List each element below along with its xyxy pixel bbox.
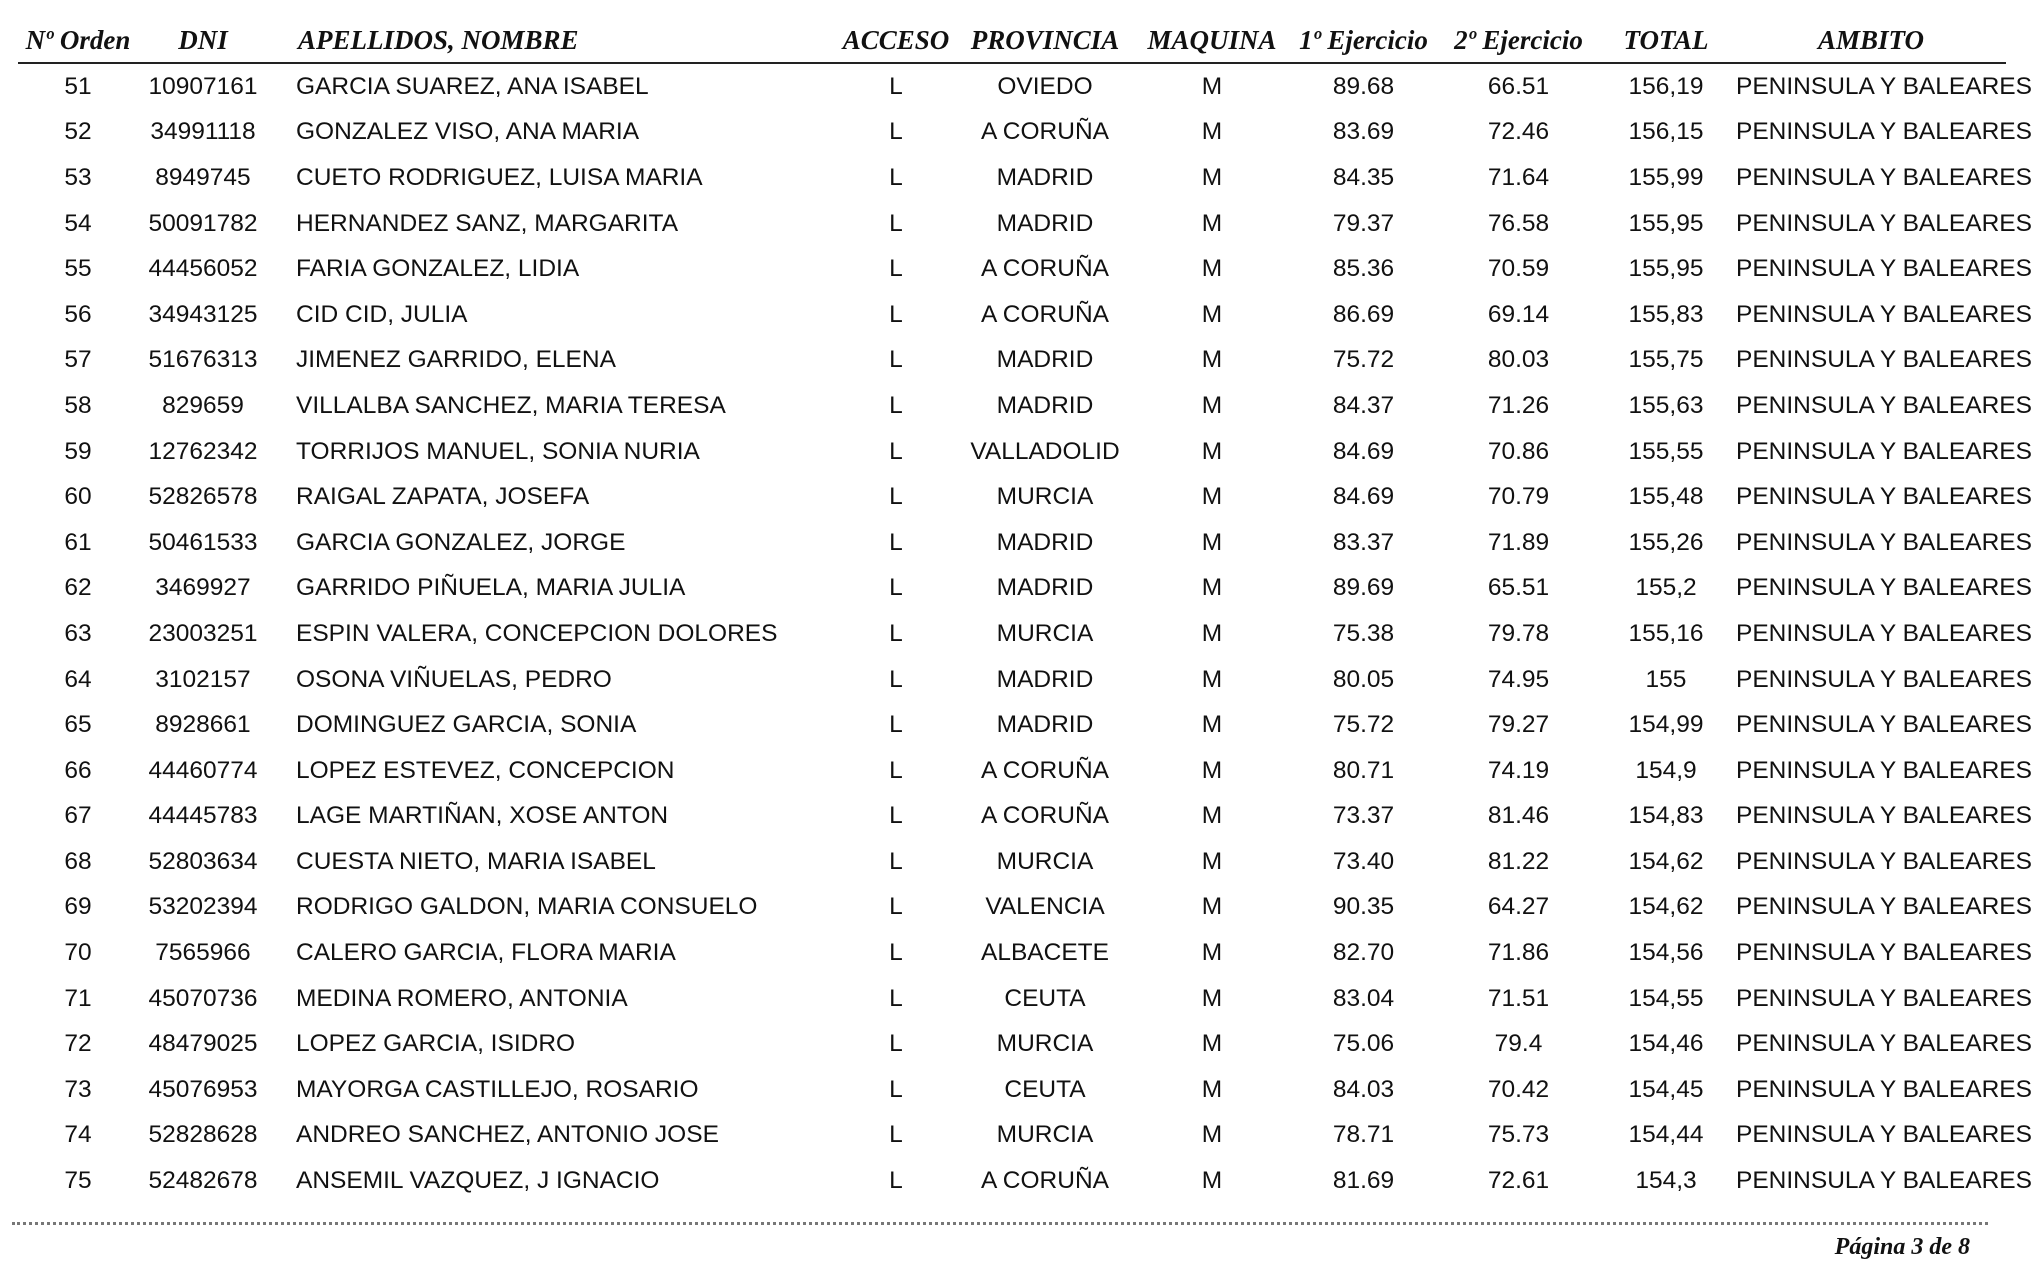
cell-dni: 48479025 [148, 1030, 258, 1058]
cell-provincia: MADRID [996, 528, 1094, 556]
cell-maquina: M [1201, 1167, 1223, 1195]
table-row [18, 794, 2006, 840]
cell-provincia: A CORUÑA [981, 1167, 1109, 1195]
cell-acceso: L [889, 847, 903, 875]
table-row [18, 657, 2006, 703]
cell-provincia: CEUTA [1004, 1075, 1086, 1103]
cell-dni: 3469927 [155, 574, 251, 602]
cell-nombre: RODRIGO GALDON, MARIA CONSUELO [296, 893, 758, 921]
cell-provincia: MADRID [996, 209, 1094, 237]
cell-nombre: ANSEMIL VAZQUEZ, J IGNACIO [296, 1167, 660, 1195]
cell-orden: 54 [64, 209, 92, 237]
cell-ejercicio-2: 70.79 [1487, 483, 1550, 511]
cell-ejercicio-2: 72.46 [1487, 118, 1550, 146]
header-row [18, 18, 2006, 63]
cell-nombre: ANDREO SANCHEZ, ANTONIO JOSE [296, 1121, 719, 1149]
cell-acceso: L [889, 1167, 903, 1195]
cell-ejercicio-1: 82.70 [1332, 939, 1395, 967]
cell-nombre: CALERO GARCIA, FLORA MARIA [296, 939, 676, 967]
cell-nombre: VILLALBA SANCHEZ, MARIA TERESA [296, 391, 726, 419]
cell-total: 155,16 [1628, 619, 1704, 647]
cell-acceso: L [889, 346, 903, 374]
cell-maquina: M [1201, 984, 1223, 1012]
cell-ambito: PENINSULA Y BALEARES [1736, 528, 2032, 556]
cell-orden: 66 [64, 756, 92, 784]
cell-nombre: JIMENEZ GARRIDO, ELENA [296, 346, 616, 374]
cell-nombre: GARRIDO PIÑUELA, MARIA JULIA [296, 574, 686, 602]
cell-ambito: PENINSULA Y BALEARES [1736, 1167, 2032, 1195]
cell-ambito: PENINSULA Y BALEARES [1736, 574, 2032, 602]
cell-ejercicio-1: 86.69 [1332, 300, 1395, 328]
cell-acceso: L [889, 300, 903, 328]
table-row [18, 383, 2006, 429]
cell-nombre: MAYORGA CASTILLEJO, ROSARIO [296, 1075, 699, 1103]
cell-ejercicio-1: 84.03 [1332, 1075, 1395, 1103]
cell-dni: 34991118 [150, 118, 256, 146]
table-row [18, 338, 2006, 384]
table-row [18, 885, 2006, 931]
cell-provincia: MADRID [996, 574, 1094, 602]
cell-acceso: L [889, 72, 903, 100]
cell-dni: 44445783 [148, 802, 258, 830]
cell-ejercicio-2: 75.73 [1487, 1121, 1550, 1149]
cell-provincia: MADRID [996, 391, 1094, 419]
cell-ejercicio-1: 84.35 [1332, 163, 1395, 191]
cell-maquina: M [1201, 893, 1223, 921]
table-row [18, 1158, 2006, 1204]
table-row [18, 201, 2006, 247]
cell-total: 155 [1645, 665, 1687, 693]
cell-maquina: M [1201, 391, 1223, 419]
cell-dni: 52482678 [148, 1167, 258, 1195]
cell-acceso: L [889, 1075, 903, 1103]
cell-orden: 63 [64, 619, 92, 647]
cell-maquina: M [1201, 72, 1223, 100]
cell-nombre: DOMINGUEZ GARCIA, SONIA [296, 711, 637, 739]
cell-ejercicio-2: 79.78 [1487, 619, 1550, 647]
cell-provincia: A CORUÑA [981, 300, 1109, 328]
cell-maquina: M [1201, 209, 1223, 237]
table-row [18, 611, 2006, 657]
cell-ambito: PENINSULA Y BALEARES [1736, 72, 2032, 100]
cell-ejercicio-1: 84.69 [1332, 483, 1395, 511]
header-acceso: ACCESO [840, 18, 952, 63]
cell-ejercicio-1: 80.05 [1332, 665, 1395, 693]
cell-orden: 68 [64, 847, 92, 875]
header-ejercicio-1: 1º Ejercicio [1286, 18, 1441, 63]
cell-orden: 74 [64, 1121, 92, 1149]
cell-acceso: L [889, 984, 903, 1012]
cell-provincia: A CORUÑA [981, 118, 1109, 146]
cell-dni: 50091782 [148, 209, 258, 237]
cell-provincia: MADRID [996, 346, 1094, 374]
cell-ejercicio-2: 71.86 [1487, 939, 1550, 967]
cell-maquina: M [1201, 756, 1223, 784]
cell-total: 154,44 [1628, 1121, 1704, 1149]
cell-dni: 829659 [162, 391, 244, 419]
cell-orden: 57 [64, 346, 92, 374]
table-row [18, 566, 2006, 612]
cell-orden: 67 [64, 802, 92, 830]
header-dni: DNI [138, 18, 268, 63]
cell-dni: 8949745 [155, 163, 251, 191]
cell-ambito: PENINSULA Y BALEARES [1736, 802, 2032, 830]
cell-ejercicio-1: 83.04 [1332, 984, 1395, 1012]
cell-orden: 61 [64, 528, 92, 556]
cell-total: 154,83 [1628, 802, 1704, 830]
cell-maquina: M [1201, 939, 1223, 967]
cell-total: 154,45 [1628, 1075, 1704, 1103]
cell-dni: 51676313 [148, 346, 258, 374]
cell-ejercicio-2: 71.26 [1487, 391, 1550, 419]
cell-ambito: PENINSULA Y BALEARES [1736, 984, 2032, 1012]
cell-ejercicio-1: 73.40 [1332, 847, 1395, 875]
header-ejercicio-2: 2º Ejercicio [1441, 18, 1596, 63]
cell-ambito: PENINSULA Y BALEARES [1736, 756, 2032, 784]
cell-acceso: L [889, 163, 903, 191]
cell-ejercicio-1: 89.68 [1332, 72, 1395, 100]
cell-provincia: A CORUÑA [981, 802, 1109, 830]
cell-total: 155,83 [1628, 300, 1704, 328]
cell-ambito: PENINSULA Y BALEARES [1736, 118, 2032, 146]
cell-ejercicio-2: 81.46 [1487, 802, 1550, 830]
cell-total: 155,95 [1628, 209, 1704, 237]
cell-orden: 56 [64, 300, 92, 328]
cell-acceso: L [889, 893, 903, 921]
cell-provincia: VALENCIA [985, 893, 1105, 921]
cell-orden: 70 [64, 939, 92, 967]
cell-orden: 62 [64, 574, 92, 602]
cell-total: 154,62 [1628, 893, 1704, 921]
page-number: Página 3 de 8 [1834, 1234, 1970, 1260]
cell-nombre: RAIGAL ZAPATA, JOSEFA [296, 483, 590, 511]
header-nombre: APELLIDOS, NOMBRE [268, 18, 840, 63]
cell-nombre: GARCIA SUAREZ, ANA ISABEL [296, 72, 649, 100]
cell-nombre: LAGE MARTIÑAN, XOSE ANTON [296, 802, 669, 830]
cell-provincia: ALBACETE [981, 939, 1109, 967]
cell-ambito: PENINSULA Y BALEARES [1736, 437, 2032, 465]
cell-ambito: PENINSULA Y BALEARES [1736, 209, 2032, 237]
table-body [18, 63, 2032, 1204]
table-row [18, 429, 2006, 475]
table-row [18, 976, 2006, 1022]
cell-orden: 60 [64, 483, 92, 511]
footer-divider [12, 1222, 1988, 1228]
cell-orden: 75 [64, 1167, 92, 1195]
cell-total: 155,75 [1628, 346, 1704, 374]
header-ambito: AMBITO [1736, 18, 2006, 63]
cell-maquina: M [1201, 711, 1223, 739]
cell-nombre: GARCIA GONZALEZ, JORGE [296, 528, 626, 556]
cell-ejercicio-2: 64.27 [1487, 893, 1550, 921]
table-row [18, 474, 2006, 520]
cell-ejercicio-2: 71.89 [1487, 528, 1550, 556]
cell-provincia: MADRID [996, 665, 1094, 693]
cell-acceso: L [889, 1121, 903, 1149]
cell-provincia: MURCIA [996, 483, 1094, 511]
cell-ejercicio-1: 89.69 [1332, 574, 1395, 602]
cell-ejercicio-1: 75.06 [1332, 1030, 1395, 1058]
cell-ambito: PENINSULA Y BALEARES [1736, 163, 2032, 191]
table-row [18, 155, 2006, 201]
cell-orden: 52 [64, 118, 92, 146]
cell-nombre: TORRIJOS MANUEL, SONIA NURIA [296, 437, 700, 465]
cell-dni: 53202394 [148, 893, 258, 921]
header-total: TOTAL [1596, 18, 1736, 63]
cell-provincia: VALLADOLID [970, 437, 1120, 465]
cell-total: 154,9 [1635, 756, 1697, 784]
cell-ambito: PENINSULA Y BALEARES [1736, 300, 2032, 328]
cell-dni: 7565966 [155, 939, 251, 967]
table-row [18, 930, 2006, 976]
cell-provincia: CEUTA [1004, 984, 1086, 1012]
cell-acceso: L [889, 528, 903, 556]
cell-dni: 44460774 [148, 756, 258, 784]
cell-dni: 45076953 [148, 1075, 258, 1103]
cell-nombre: ESPIN VALERA, CONCEPCION DOLORES [296, 619, 778, 647]
cell-maquina: M [1201, 1121, 1223, 1149]
cell-ambito: PENINSULA Y BALEARES [1736, 346, 2032, 374]
cell-ejercicio-2: 74.95 [1487, 665, 1550, 693]
header-provincia: PROVINCIA [952, 18, 1138, 63]
cell-nombre: LOPEZ ESTEVEZ, CONCEPCION [296, 756, 675, 784]
cell-provincia: MADRID [996, 163, 1094, 191]
cell-ejercicio-2: 74.19 [1487, 756, 1550, 784]
cell-ejercicio-1: 75.72 [1332, 346, 1395, 374]
cell-acceso: L [889, 209, 903, 237]
table-row [18, 520, 2006, 566]
cell-maquina: M [1201, 665, 1223, 693]
cell-provincia: MURCIA [996, 1030, 1094, 1058]
table-row [18, 1113, 2006, 1159]
cell-acceso: L [889, 118, 903, 146]
cell-maquina: M [1201, 528, 1223, 556]
cell-total: 155,26 [1628, 528, 1704, 556]
cell-ejercicio-1: 81.69 [1332, 1167, 1395, 1195]
cell-ejercicio-2: 76.58 [1487, 209, 1550, 237]
cell-ejercicio-1: 75.38 [1332, 619, 1395, 647]
cell-dni: 10907161 [148, 72, 258, 100]
cell-total: 154,55 [1628, 984, 1704, 1012]
table-row [18, 246, 2006, 292]
cell-orden: 71 [64, 984, 92, 1012]
cell-total: 155,55 [1628, 437, 1704, 465]
cell-dni: 52803634 [148, 847, 258, 875]
cell-acceso: L [889, 255, 903, 283]
cell-acceso: L [889, 711, 903, 739]
cell-acceso: L [889, 756, 903, 784]
cell-nombre: FARIA GONZALEZ, LIDIA [296, 255, 580, 283]
cell-maquina: M [1201, 619, 1223, 647]
cell-maquina: M [1201, 163, 1223, 191]
cell-ambito: PENINSULA Y BALEARES [1736, 1030, 2032, 1058]
cell-nombre: HERNANDEZ SANZ, MARGARITA [296, 209, 679, 237]
cell-ejercicio-2: 79.27 [1487, 711, 1550, 739]
cell-nombre: LOPEZ GARCIA, ISIDRO [296, 1030, 576, 1058]
cell-ejercicio-2: 70.59 [1487, 255, 1550, 283]
cell-nombre: CUESTA NIETO, MARIA ISABEL [296, 847, 656, 875]
cell-ambito: PENINSULA Y BALEARES [1736, 847, 2032, 875]
cell-ejercicio-1: 73.37 [1332, 802, 1395, 830]
cell-ejercicio-1: 83.69 [1332, 118, 1395, 146]
cell-acceso: L [889, 391, 903, 419]
table-header [18, 18, 2006, 63]
cell-acceso: L [889, 574, 903, 602]
cell-total: 156,15 [1628, 118, 1704, 146]
cell-ejercicio-1: 85.36 [1332, 255, 1395, 283]
cell-acceso: L [889, 619, 903, 647]
cell-ambito: PENINSULA Y BALEARES [1736, 483, 2032, 511]
cell-ambito: PENINSULA Y BALEARES [1736, 255, 2032, 283]
cell-provincia: MURCIA [996, 619, 1094, 647]
cell-orden: 72 [64, 1030, 92, 1058]
cell-ejercicio-2: 79.4 [1494, 1030, 1543, 1058]
cell-dni: 45070736 [148, 984, 258, 1012]
cell-total: 154,56 [1628, 939, 1704, 967]
cell-dni: 44456052 [148, 255, 258, 283]
cell-ejercicio-2: 69.14 [1487, 300, 1550, 328]
cell-dni: 52826578 [148, 483, 258, 511]
cell-provincia: MURCIA [996, 847, 1094, 875]
cell-maquina: M [1201, 574, 1223, 602]
cell-total: 155,2 [1635, 574, 1697, 602]
results-table [18, 18, 2032, 1204]
cell-ejercicio-1: 83.37 [1332, 528, 1395, 556]
cell-nombre: OSONA VIÑUELAS, PEDRO [296, 665, 612, 693]
cell-maquina: M [1201, 802, 1223, 830]
cell-orden: 58 [64, 391, 92, 419]
cell-nombre: CUETO RODRIGUEZ, LUISA MARIA [296, 163, 703, 191]
cell-maquina: M [1201, 847, 1223, 875]
cell-total: 155,48 [1628, 483, 1704, 511]
cell-provincia: MADRID [996, 711, 1094, 739]
cell-orden: 51 [64, 72, 92, 100]
cell-ejercicio-2: 71.64 [1487, 163, 1550, 191]
cell-maquina: M [1201, 300, 1223, 328]
cell-nombre: CID CID, JULIA [296, 300, 468, 328]
table-row [18, 292, 2006, 338]
table-row [18, 702, 2006, 748]
cell-acceso: L [889, 802, 903, 830]
cell-provincia: OVIEDO [997, 72, 1093, 100]
cell-maquina: M [1201, 483, 1223, 511]
cell-orden: 69 [64, 893, 92, 921]
table-row [18, 1067, 2006, 1113]
cell-ejercicio-2: 65.51 [1487, 574, 1550, 602]
cell-orden: 59 [64, 437, 92, 465]
cell-maquina: M [1201, 1030, 1223, 1058]
cell-total: 155,99 [1628, 163, 1704, 191]
cell-orden: 55 [64, 255, 92, 283]
cell-ejercicio-2: 71.51 [1487, 984, 1550, 1012]
table-row [18, 839, 2006, 885]
cell-orden: 64 [64, 665, 92, 693]
cell-total: 154,46 [1628, 1030, 1704, 1058]
cell-acceso: L [889, 939, 903, 967]
cell-ambito: PENINSULA Y BALEARES [1736, 1121, 2032, 1149]
cell-provincia: A CORUÑA [981, 756, 1109, 784]
cell-ambito: PENINSULA Y BALEARES [1736, 939, 2032, 967]
cell-ejercicio-1: 90.35 [1332, 893, 1395, 921]
table-row [18, 1021, 2006, 1067]
cell-ejercicio-1: 84.37 [1332, 391, 1395, 419]
cell-ambito: PENINSULA Y BALEARES [1736, 665, 2032, 693]
cell-maquina: M [1201, 1075, 1223, 1103]
cell-maquina: M [1201, 118, 1223, 146]
cell-total: 154,99 [1628, 711, 1704, 739]
cell-total: 156,19 [1628, 72, 1704, 100]
table-row [18, 748, 2006, 794]
cell-total: 154,62 [1628, 847, 1704, 875]
cell-ambito: PENINSULA Y BALEARES [1736, 893, 2032, 921]
cell-ejercicio-2: 81.22 [1487, 847, 1550, 875]
cell-dni: 34943125 [148, 300, 258, 328]
cell-ejercicio-1: 75.72 [1332, 711, 1395, 739]
cell-ejercicio-1: 78.71 [1332, 1121, 1395, 1149]
cell-provincia: A CORUÑA [981, 255, 1109, 283]
cell-ejercicio-2: 70.86 [1487, 437, 1550, 465]
cell-dni: 3102157 [155, 665, 251, 693]
cell-total: 155,63 [1628, 391, 1704, 419]
cell-ambito: PENINSULA Y BALEARES [1736, 1075, 2032, 1103]
cell-orden: 53 [64, 163, 92, 191]
cell-nombre: GONZALEZ VISO, ANA MARIA [296, 118, 640, 146]
cell-acceso: L [889, 437, 903, 465]
cell-nombre: MEDINA ROMERO, ANTONIA [296, 984, 628, 1012]
cell-maquina: M [1201, 437, 1223, 465]
cell-acceso: L [889, 665, 903, 693]
cell-dni: 8928661 [155, 711, 251, 739]
cell-ambito: PENINSULA Y BALEARES [1736, 391, 2032, 419]
cell-ejercicio-2: 80.03 [1487, 346, 1550, 374]
cell-acceso: L [889, 483, 903, 511]
cell-ambito: PENINSULA Y BALEARES [1736, 619, 2032, 647]
header-maquina: MAQUINA [1138, 18, 1286, 63]
cell-ejercicio-2: 72.61 [1487, 1167, 1550, 1195]
cell-acceso: L [889, 1030, 903, 1058]
cell-ambito: PENINSULA Y BALEARES [1736, 711, 2032, 739]
table-row [18, 110, 2006, 156]
cell-dni: 50461533 [148, 528, 258, 556]
cell-maquina: M [1201, 255, 1223, 283]
cell-total: 155,95 [1628, 255, 1704, 283]
cell-maquina: M [1201, 346, 1223, 374]
cell-provincia: MURCIA [996, 1121, 1094, 1149]
cell-ejercicio-2: 66.51 [1487, 72, 1550, 100]
cell-dni: 23003251 [148, 619, 258, 647]
table-row [18, 63, 2006, 110]
cell-total: 154,3 [1635, 1167, 1697, 1195]
cell-ejercicio-1: 79.37 [1332, 209, 1395, 237]
cell-dni: 52828628 [148, 1121, 258, 1149]
cell-ejercicio-2: 70.42 [1487, 1075, 1550, 1103]
cell-orden: 65 [64, 711, 92, 739]
cell-ejercicio-1: 80.71 [1332, 756, 1395, 784]
cell-dni: 12762342 [148, 437, 258, 465]
cell-orden: 73 [64, 1075, 92, 1103]
cell-ejercicio-1: 84.69 [1332, 437, 1395, 465]
header-orden: Nº Orden [18, 18, 138, 63]
